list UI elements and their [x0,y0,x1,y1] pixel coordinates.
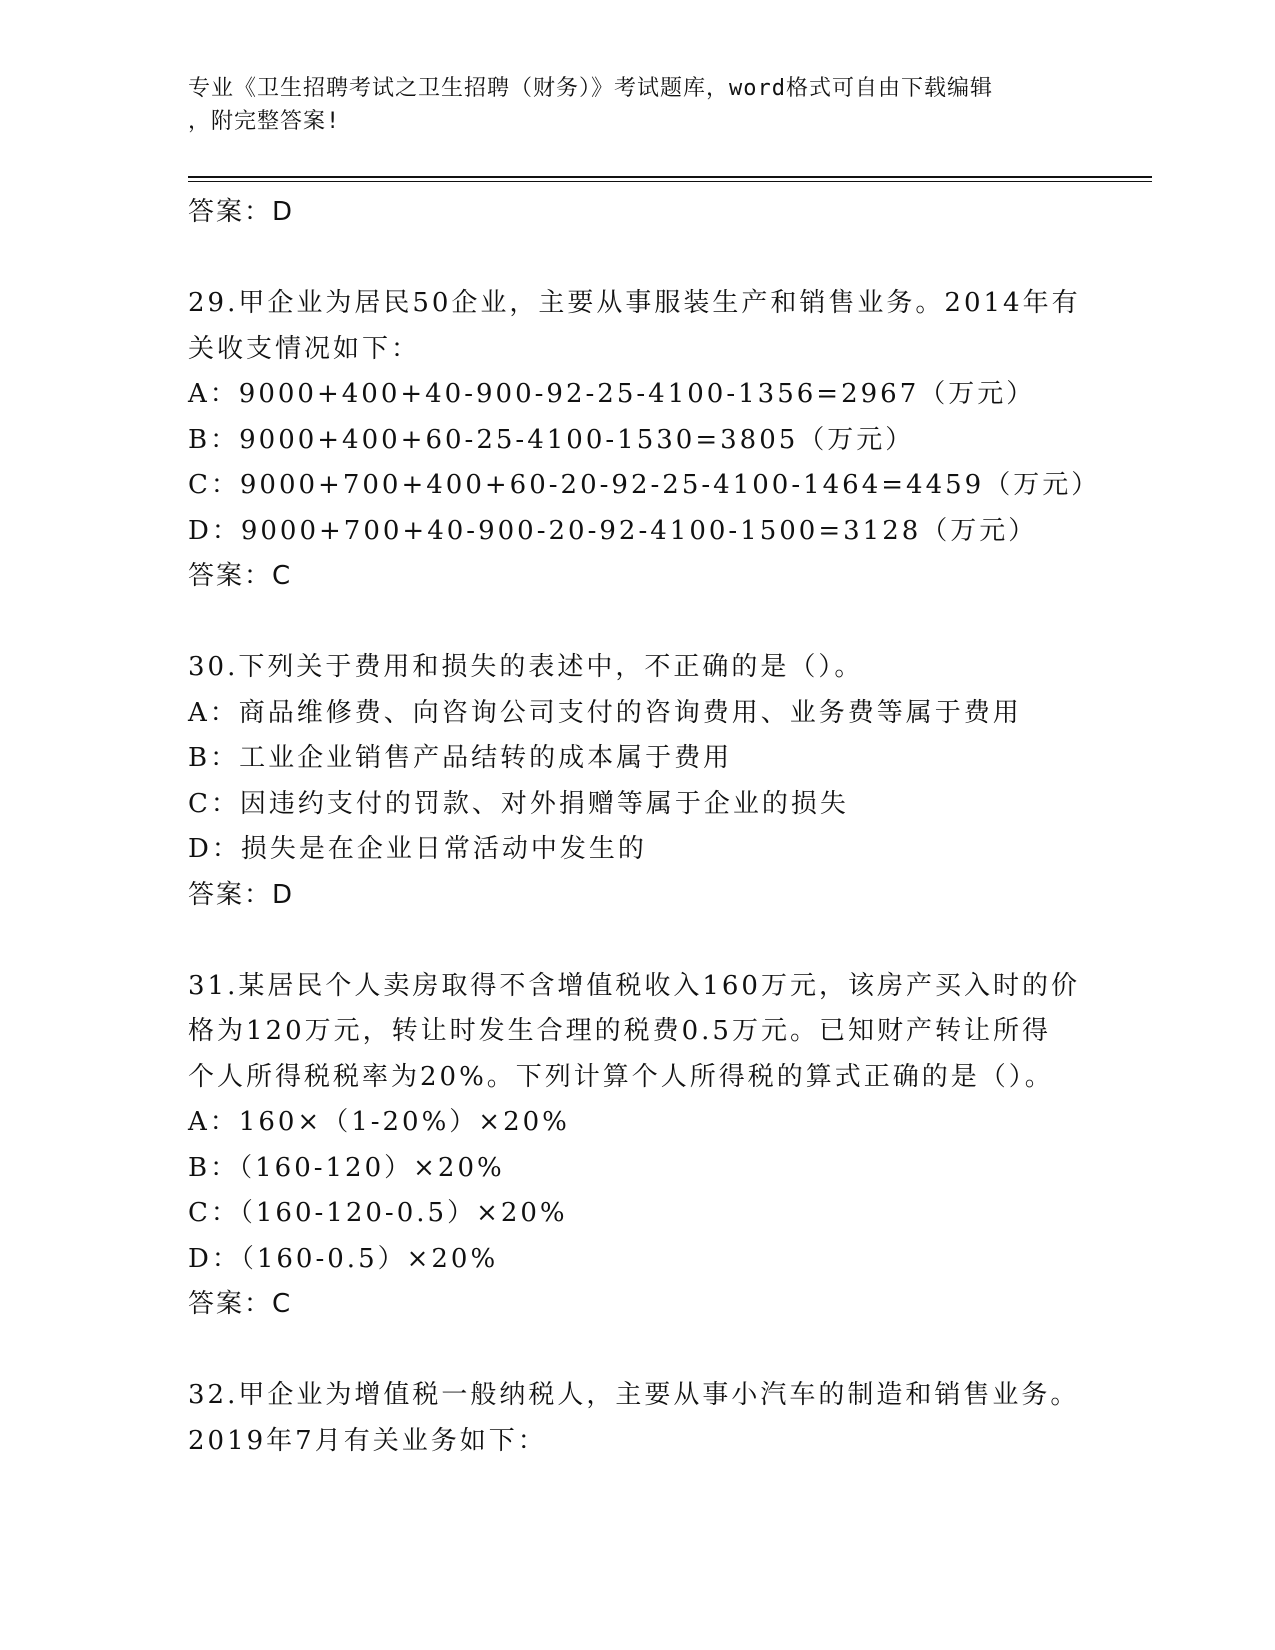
answer-text: 答案：C [188,1289,293,1319]
answer-text: 答案：D [188,879,295,910]
document-header [188,72,1078,138]
question-stem-line: 关收支情况如下： [188,333,421,364]
question-stem-line: 2019年7月有关业务如下： [188,1425,547,1456]
question-stem-line: 32.甲企业为增值税一般纳税人，主要从事小汽车的制造和销售业务。 [188,1380,1080,1410]
question-stem-line: 格为120万元，转让时发生合理的税费0.5万元。已知财产转让所得 [188,1016,1051,1046]
option-b: B：9000+400+60-25-4100-1530=3805（万元） [188,424,915,455]
option-c: C：（160-120-0.5）×20% [188,1198,568,1228]
header-line-2: ，附完整答案! [188,109,341,134]
option-b: B：（160-120）×20% [188,1152,505,1183]
header-line-1: 专业《卫生招聘考试之卫生招聘（财务）》考试题库，word格式可自由下载编辑 [188,76,993,101]
option-d: D：（160-0.5）×20% [188,1243,499,1274]
option-c: C：9000+700+400+60-20-92-25-4100-1464=4459（万元） [188,470,1101,500]
previous-answer: 答案：D [188,197,295,227]
option-b: B：工业企业销售产品结转的成本属于费用 [188,743,733,773]
option-d: D：9000+700+40-900-20-92-4100-1500=3128（万元） [188,515,1038,546]
header-divider-thin [188,181,1152,182]
question-list [188,190,1101,1464]
question-stem-line: 30.下列关于费用和损失的表述中，不正确的是（）。 [188,652,864,682]
question-32 [188,1373,1088,1464]
option-a: A：160×（1-20%）×20% [188,1107,570,1137]
header-divider-thick [188,176,1152,178]
option-c: C：因违约支付的罚款、对外捐赠等属于企业的损失 [188,788,849,819]
question-31 [188,964,1088,1328]
option-a: A：商品维修费、向咨询公司支付的咨询费用、业务费等属于费用 [188,697,1022,728]
option-a: A：9000+400+40-900-92-25-4100-1356=2967（万元） [188,379,1036,409]
question-stem-line: 31.某居民个人卖房取得不含增值税收入160万元，该房产买入时的价 [188,970,1080,1001]
answer-text: 答案：C [188,561,293,591]
question-29 [188,281,1101,600]
option-d: D：损失是在企业日常活动中发生的 [188,834,647,864]
question-30 [188,645,1088,918]
question-stem-line: 29.甲企业为居民50企业，主要从事服装生产和销售业务。2014年有 [188,288,1081,318]
question-stem-line: 个人所得税税率为20%。下列计算个人所得税的算式正确的是（）。 [188,1061,1054,1092]
